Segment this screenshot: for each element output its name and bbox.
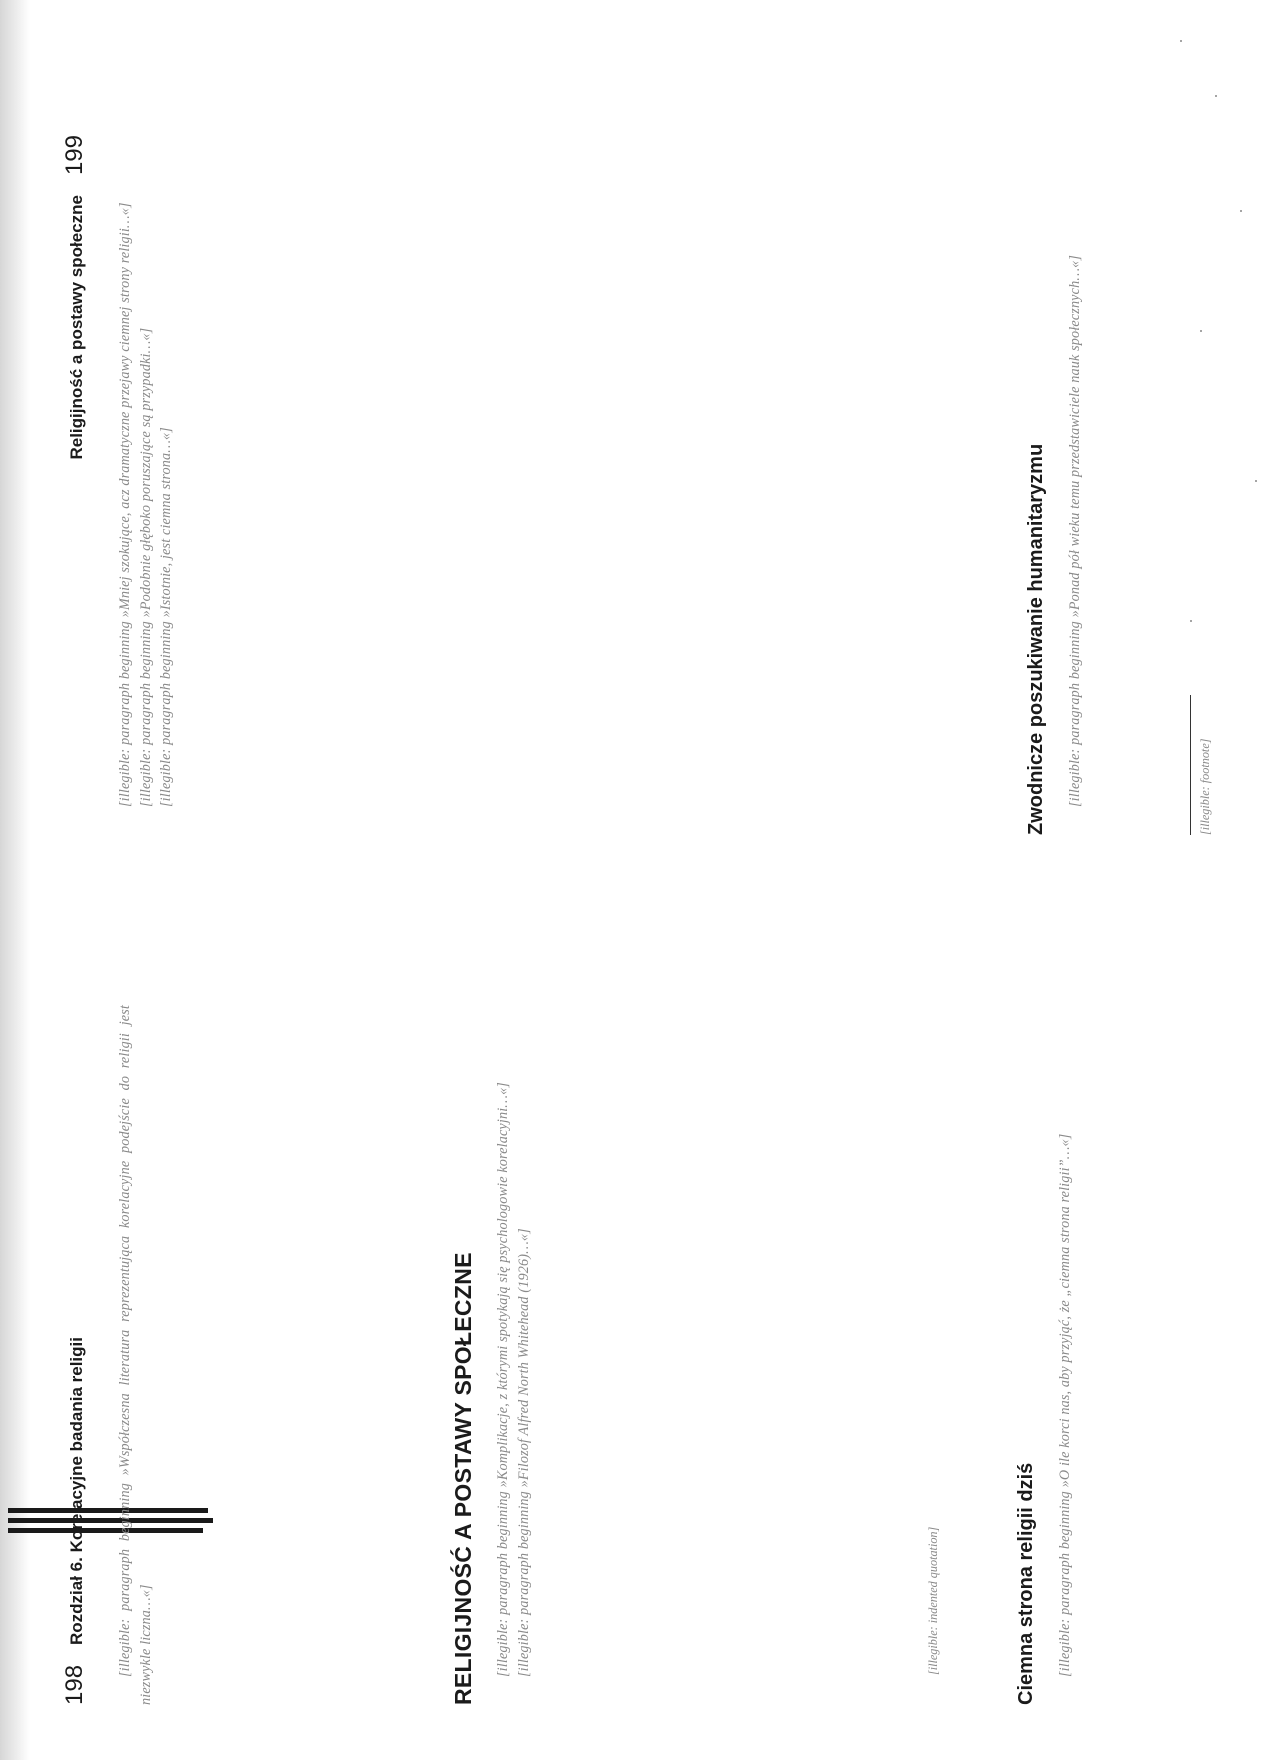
- left-running-title: Rozdział 6. Korelacyjne badania religii: [67, 1337, 86, 1645]
- scan-speck: [1255, 480, 1257, 482]
- scan-speck: [1240, 210, 1242, 212]
- subsection-heading-humanitarianism: Zwodnicze poszukiwanie humanitaryzmu: [1025, 443, 1047, 835]
- right-page: [15, 95, 1245, 875]
- right-subsection-text: [1065, 135, 1086, 835]
- section-heading: RELIGIJNOŚĆ A POSTAWY SPOŁECZNE: [450, 1252, 476, 1705]
- paragraph: [illegible: paragraph beginning »Mniej szokujące, acz dramatyczne przejawy ciemnej strony religii…«]: [117, 202, 133, 807]
- paragraph: [illegible: paragraph beginning »O ile korci nas, aby przyjąć, że „ciemna strona religii”…«]: [1057, 1133, 1073, 1677]
- scan-speck: [1200, 330, 1202, 332]
- scan-speck: [1215, 95, 1217, 97]
- left-section-text: [493, 1005, 534, 1705]
- right-page-number: 199: [61, 135, 88, 176]
- paragraph: [illegible: paragraph beginning »Współczesna literatura reprezentująca korelacyjne podejście do religii jest niezwykle liczna…«]: [117, 1005, 154, 1705]
- footnote-rule: [1190, 695, 1191, 835]
- paragraph: [illegible: paragraph beginning »Podobnie głęboko poruszające są przypadki…«]: [137, 327, 154, 807]
- scan-speck: [1190, 620, 1192, 622]
- block-quote: [illegible: indented quotation]: [926, 1526, 940, 1675]
- left-running-head: [61, 1005, 95, 1705]
- right-running-title: Religijność a postawy społeczne: [67, 195, 86, 460]
- footnote: [illegible: footnote]: [1198, 738, 1212, 835]
- left-page: [15, 965, 1245, 1745]
- paragraph: [illegible: paragraph beginning »Komplikacje, z którymi spotykają się psychologowie korelacyjni…«]: [495, 1082, 511, 1677]
- paragraph: [illegible: paragraph beginning »Ponad pół wieku temu przedstawiciele nauk społecznych…«]: [1067, 254, 1083, 807]
- paragraph: [illegible: paragraph beginning »Filozof Alfred North Whitehead (1926)…«]: [515, 1228, 532, 1677]
- left-intro-text: [115, 1005, 156, 1705]
- scan-speck: [1180, 40, 1182, 42]
- right-running-head: [61, 135, 95, 835]
- right-top-text: [115, 135, 177, 835]
- book-spread: [15, 85, 1245, 1745]
- subsection-heading-dark-side: Ciemna strona religii dziś: [1015, 1462, 1037, 1705]
- paragraph: [illegible: paragraph beginning »Istotnie, jest ciemna strona…«]: [158, 427, 174, 807]
- left-subsection-text: [1055, 1005, 1076, 1705]
- left-page-number: 198: [61, 1664, 88, 1705]
